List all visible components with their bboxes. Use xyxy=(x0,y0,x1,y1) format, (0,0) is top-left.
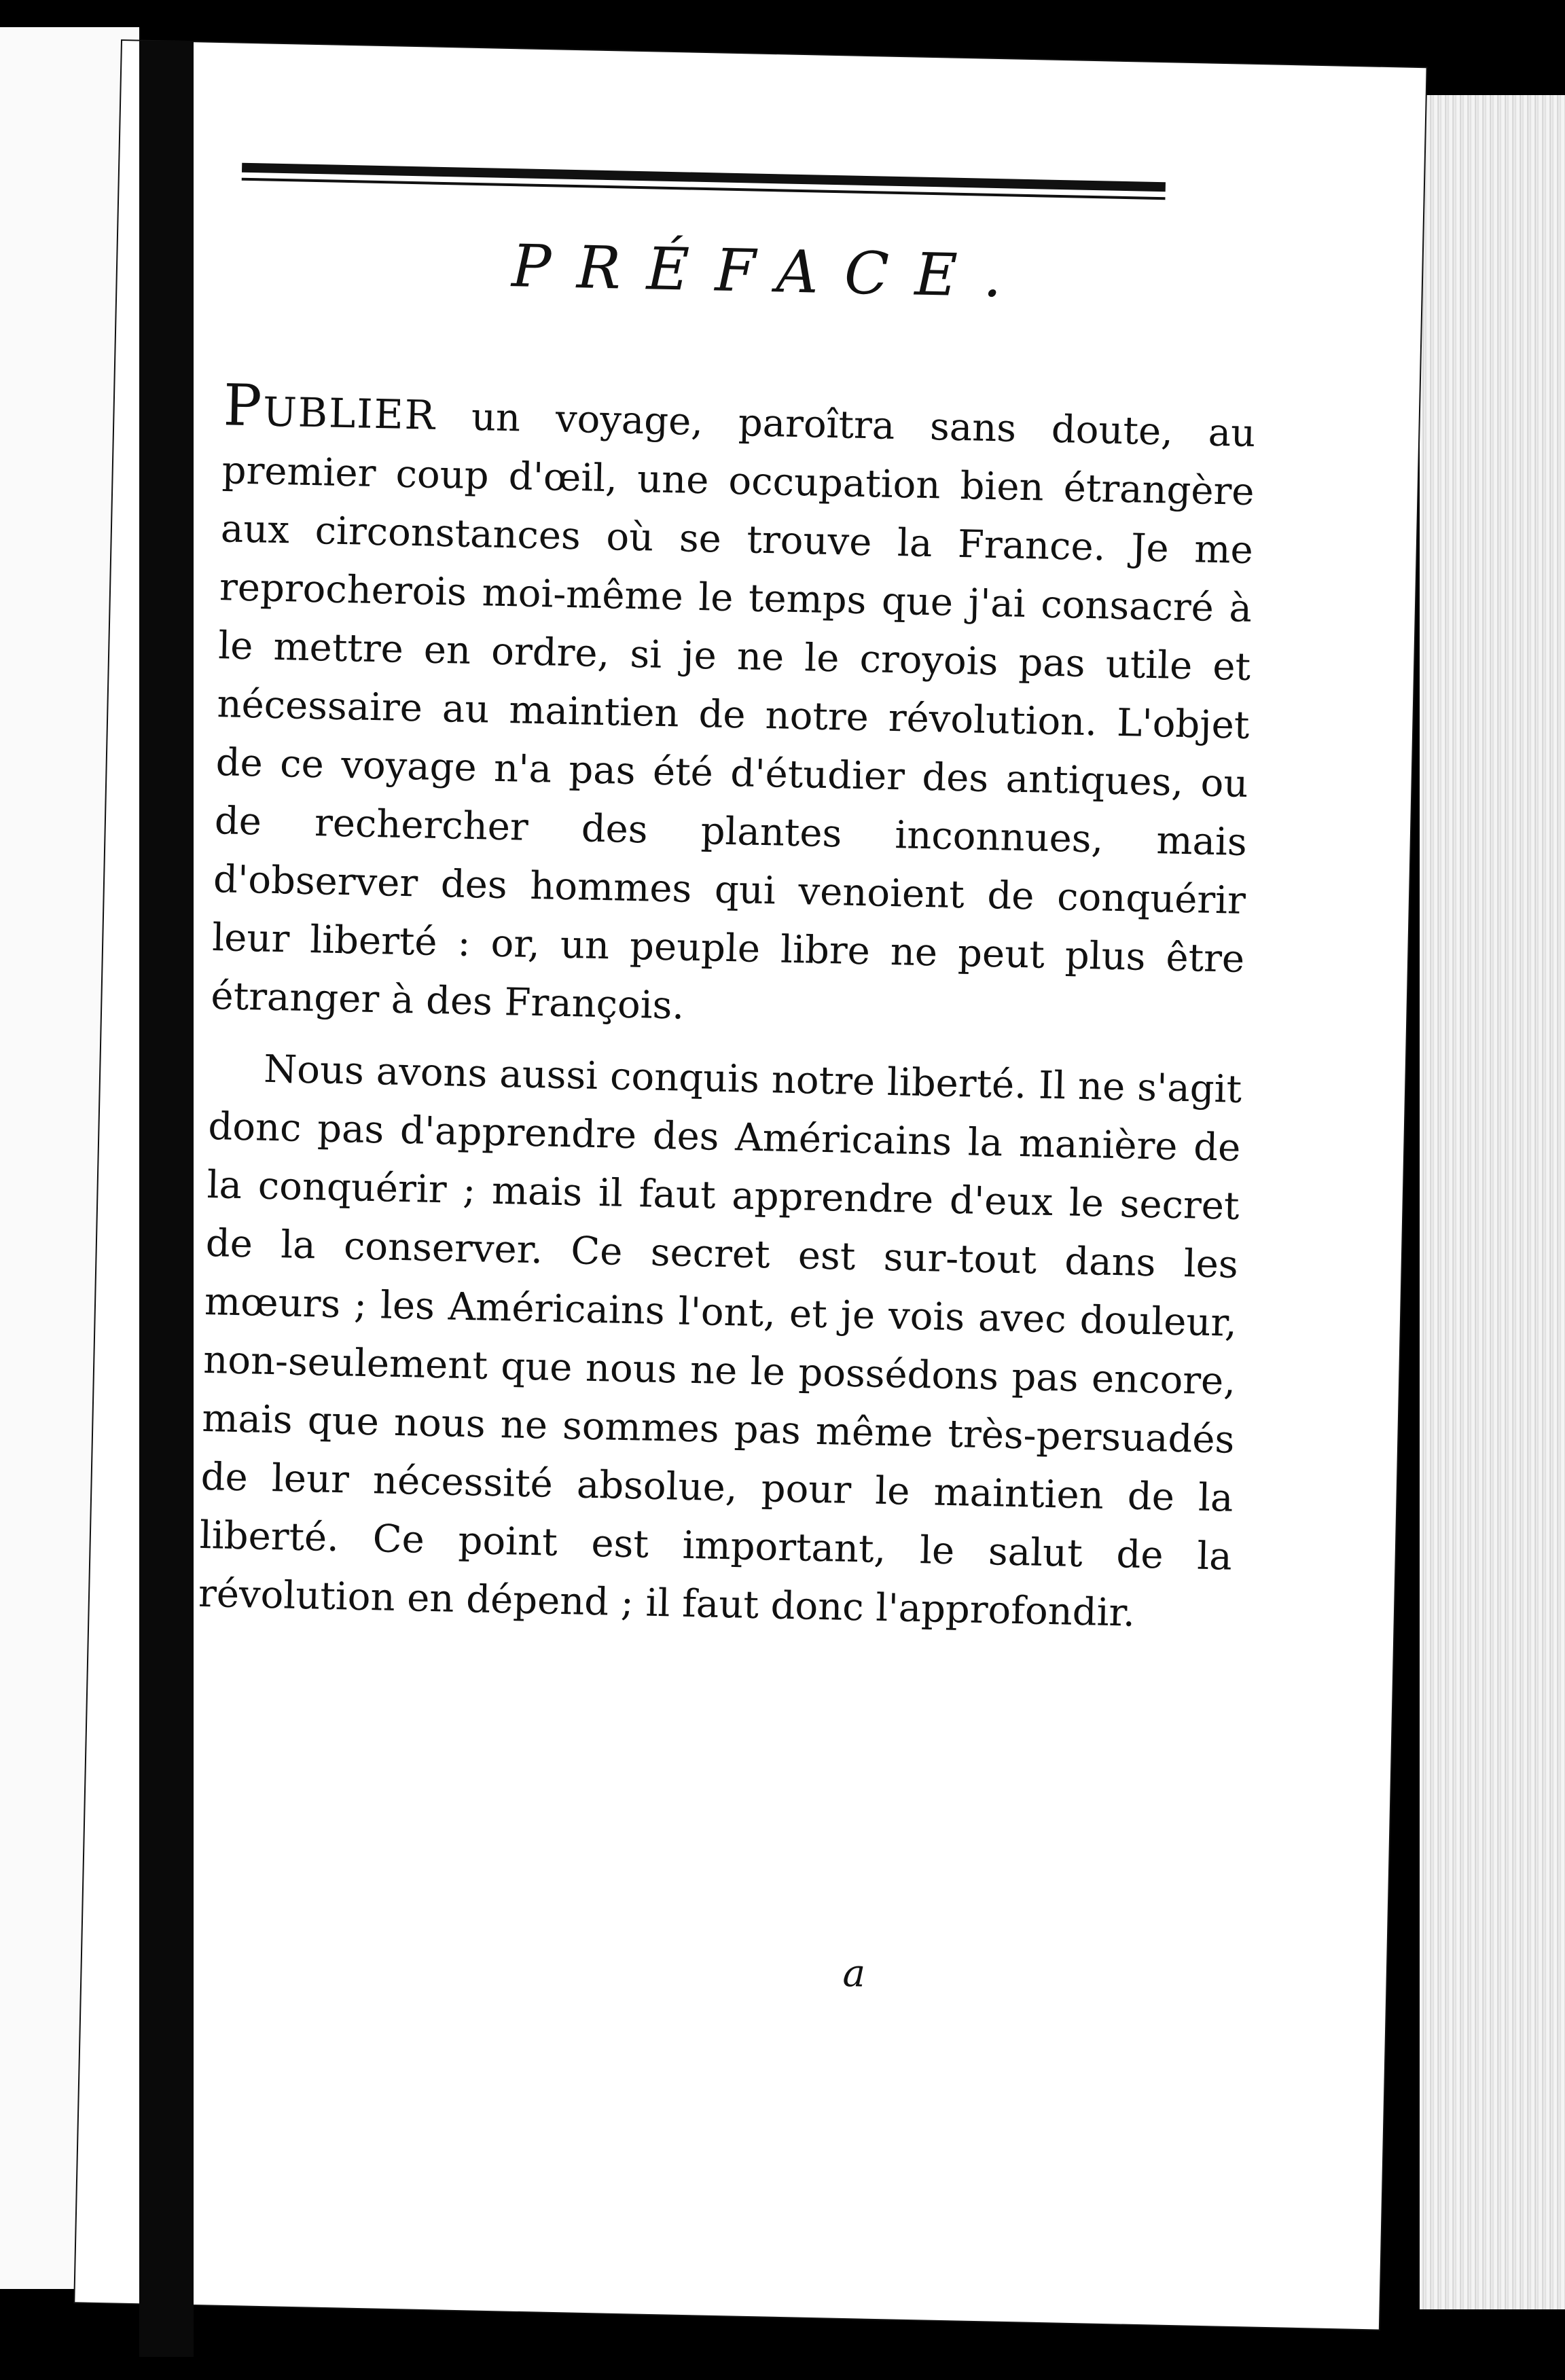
page-title: PRÉFACE. xyxy=(511,232,1028,311)
book-page xyxy=(75,41,1426,2329)
lead-word: Publier xyxy=(222,372,437,443)
page-edges xyxy=(1420,95,1565,2309)
paragraph-1 xyxy=(210,372,1257,1047)
signature-mark: a xyxy=(842,1951,866,1996)
body-text xyxy=(198,372,1256,1644)
paragraph-2: Nous avons aussi conquis notre liberté. Il ne s'agit donc pas d'apprendre des Américains la manière de la conquérir ; mais il faut apprendre d'eux le secret de la conserver. Ce secret est sur-tout dans les mœurs ; les Américains l'ont, et je vois avec douleur, non-seulement que nous ne le possédons pas encore, mais que nous ne sommes pas même très-persuadés de leur nécessité absolue, pour le maintien de la liberté. Ce point est important, le salut de la révolution en dépend ; il faut donc l'approfondir. xyxy=(198,1047,1242,1636)
book-spine xyxy=(139,41,194,2357)
paragraph-1-text: un voyage, paroîtra sans doute, au premier coup d'œil, une occupation bien étrangère aux circonstances où se trouve la France. Je me reprocherois moi-même le temps que j'ai consacré à le mettre en ordre, si je ne le croyois pas utile et nécessaire au maintien de notre révolution. L'objet de ce voyage n'a pas été d'étudier des antiques, ou de rechercher des plantes inconnues, mais d'observer des hommes qui venoient de conquérir leur liberté : or, un peuple libre ne peut plus être étranger à des François. xyxy=(210,394,1256,1028)
header-rule xyxy=(242,163,1166,182)
